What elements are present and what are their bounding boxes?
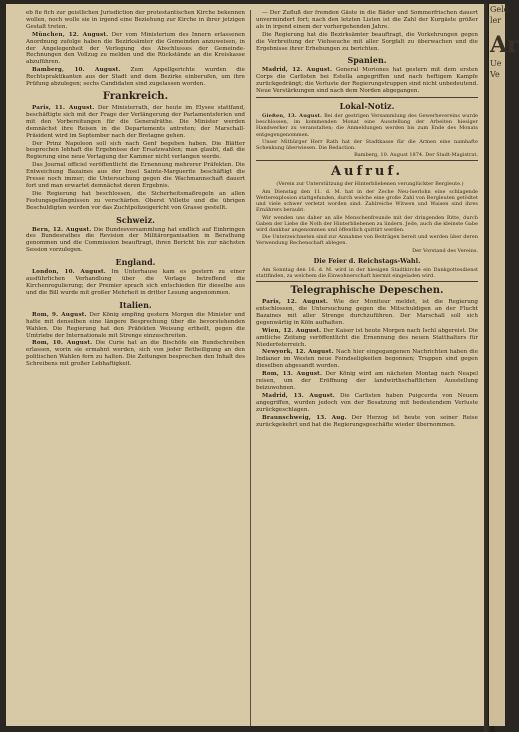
dispatch-paris-date: Paris, 12. August.: [262, 299, 329, 306]
dispatch-newyork-text: Nach hier eingegangenen Nachrichten haben die Indianer im Westen neue Feindseligkeiten begonnen; Truppen sind gegen dieselben abgesandt worden.: [256, 349, 479, 370]
dateline-rome: Rom, 9. August.: [32, 311, 87, 318]
section-heading-france: Frankreich.: [102, 90, 169, 102]
dateline-bamberg: Bamberg, 10. August.: [32, 67, 121, 74]
article-rome-2: [26, 340, 245, 368]
notice-text: Am Sonntag den 16. d. M. wird in der hiesigen Stadtkirche ein Dankgottesdienst stattfinden, zu welchem die Einwohnerschaft hiermit eingeladen wird.: [256, 266, 478, 279]
article-bamberg-text: Zum Appellgerichte wurden die Rechtspraktikanten aus der Stadt und dem Bezirke einberufen, um ihre Prüfung abzulegen; sechs Candidaten sind zugelassen worden.: [26, 67, 245, 88]
dispatch-rome: [256, 371, 478, 392]
article-local-text: Bei der gestrigen Versammlung des Gewerbevereins wurde beschlossen, im kommenden Monat eine Ausstellung der Arbeiten hiesiger Handwerker zu veranstalten; die Anmeldungen werden bis zum Ende des Monats entgegengenommen.: [256, 113, 478, 138]
newspaper-page: [6, 4, 494, 726]
left-column: [26, 10, 245, 726]
dispatch-paris-text: Wie der Moniteur meldet, ist die Regierung entschlossen, die Untersuchung gegen die Mitschuldigen an der Flucht Bazaines mit aller Strenge durchzuführen. Der Marschall soll sich gegenwärtig in Köln aufhalten.: [256, 299, 478, 326]
appeal-paragraph-3: Die Unterzeichneten sind zur Annahme von Beiträgen bereit und werden über deren Verwendung Rechenschaft ablegen.: [256, 234, 478, 247]
article-paris-text: Der Ministerrath, der heute im Elysee stattfand, beschäftigte sich mit der Frage der Verlängerung der Parlamentsferien und mit den Vorbereitungen für die Generalräthe. Die Minister werden demnächst ihre Reisen in die Departements antreten; der Marschall-Präsident wird im September nach der Bretagne gehen.: [26, 104, 246, 139]
sliver-text-1: Geld: [490, 5, 509, 14]
article-munich-text: Der vom Ministerium des Innern erlassenen Anordnung zufolge haben die Bezirksämter die Gemeinden anzuweisen, in der Angelegenheit der Verlegung des Abschlusses der Gemeinde-Rechnungen den Vollzug zu melden und die Rückstände an die Kreiskasse abzuführen.: [26, 31, 245, 66]
dispatch-braunschweig: [256, 415, 478, 429]
article-paris: [26, 105, 245, 140]
dateline-london: London, 10. August.: [32, 269, 106, 276]
article-rome-2-text: Die Curie hat an die Bischöfe ein Rundschreiben erlassen, worin sie ermahnt werden, sich von jeder Betheiligung an den politischen Wahlen fern zu halten. Die Zeitungen besprechen den Inhalt des Schreibens mit großer Lebhaftigkeit.: [26, 340, 245, 368]
section-heading-appeal: Aufruf.: [330, 164, 404, 180]
right-top-paragraph: — Der Zufluß der fremden Gäste in die Bäder und Sommerfrischen dauert unvermindert fort; nach den letzten Listen ist die Zahl der Kurgäste größer als in irgend einem der vorhergehenden Jahre.: [256, 10, 478, 30]
article-munich: [26, 32, 245, 67]
sliver-text-5: Ve: [490, 70, 500, 79]
intro-paragraph: eb fie fich zur geistlichen Jurisdiction der protestantischen Kirche bekennen wollen, noch wolle sie in irgend eine Beziehung zur Kirche in ihrer jetzigen Gestalt treten.: [26, 10, 245, 30]
article-bern: [26, 227, 245, 255]
section-heading-local: Lokal-Notiz.: [339, 101, 395, 112]
article-paris-4: Die Regierung hat beschlossen, die Sicherheitsmaßregeln an allen Festungsgefängnissen zu verschärfen. Oberst Villette und die übrigen Beschuldigten werden vor das Zuchtpolizeigericht von Grasse gestellt.: [26, 190, 245, 211]
article-local: [256, 113, 478, 138]
dispatch-paris: [256, 299, 478, 327]
article-madrid-text: General Moriones hat gestern mit dem ersten Corps die Carlisten bei Estella angegriffen und nach heftigem Kampfe zurückgedrängt; die Verluste der Regierungstruppen sind nicht unbedeutend. Neue Verstärkungen sind nach dem Norden abgegangen.: [256, 67, 478, 95]
appeal-paragraph-1: Am Dienstag den 11. d. M. hat in der Zeche Neu-Iserlohn eine schlagende Wetterexplosion stattgefunden, durch welche eine große Zahl von Bergleuten getödtet und viele schwer verletzt worden sind. Zahlreiche Witwen und Waisen sind ihres Ernährers beraubt.: [256, 188, 478, 214]
dispatch-vienna: [256, 328, 478, 349]
section-heading-italy: Italien.: [119, 299, 152, 310]
section-heading-spain: Spanien.: [347, 55, 387, 66]
dispatch-madrid: [256, 393, 478, 414]
section-heading-switzerland: Schweiz.: [116, 214, 155, 225]
article-local-2: Unser Mitbürger Herr Rath hat der Stadtkasse für die Armen eine namhafte Schenkung überwiesen. Die Redaction.: [256, 138, 478, 152]
appeal-paragraph-2: Wir wenden uns daher an alle Menschenfreunde mit der dringenden Bitte, durch Gaben der Liebe die Noth der Hinterbliebenen zu lindern. Jede, auch die kleinste Gabe wird dankbar angenommen und öffentlich quittirt werden.: [256, 214, 478, 233]
article-rome: [26, 312, 245, 340]
column-divider: [250, 10, 251, 726]
local-signature-place: Bamberg, 10. August 1874.: [354, 152, 424, 159]
dispatch-vienna-text: Der Kaiser ist heute Morgen nach Ischl abgereist. Die amtliche Zeitung veröffentlicht die Ernennung des neuen Statthalters für Niederösterreich.: [256, 327, 479, 348]
dispatch-newyork-date: Newyork, 12. August.: [262, 349, 334, 356]
dispatch-vienna-date: Wien, 12. August.: [262, 327, 322, 334]
article-madrid: [256, 67, 478, 95]
article-bamberg: [26, 67, 245, 88]
dateline-paris: Paris, 11. August.: [32, 104, 95, 111]
sliver-text-3: Ar: [490, 32, 519, 58]
article-london: [26, 269, 245, 297]
sliver-text-2: ler: [490, 16, 502, 25]
appeal-signature: Der Vorstand des Vereins.: [412, 247, 478, 254]
local-signature: [256, 152, 478, 158]
adjacent-page-sliver: [488, 4, 519, 726]
dateline-rome-2: Rom, 10. August.: [32, 340, 93, 347]
dateline-munich: München, 12. August.: [32, 31, 109, 38]
dispatch-braunschweig-date: Braunschweig, 13. Aug.: [262, 414, 347, 421]
dispatch-newyork: [256, 349, 478, 370]
article-paris-2: Der Prinz Napoleon soll sich nach Genf begeben haben. Die Blätter besprechen lebhaft die Ergebnisse der Ersatzwahlen; man glaubt, daß die Regierung eine neue Vertagung der Kammer nicht verlangen werde.: [26, 140, 245, 161]
notice-heading: Die Feier d. Reichstags-Wahl.: [313, 256, 421, 265]
article-rome-text: Der König empfing gestern Morgen die Minister und hatte mit denselben eine längere Besprechung über die bevorstehenden Wahlen. Die Regierung hat den Präfekten Weisung ertheilt, gegen die Umtriebe der Internationale mit Strenge einzuschreiten.: [26, 311, 245, 339]
dispatch-rome-text: Der König wird am nächsten Montag nach Neapel reisen, um der Eröffnung der landwirthschaftlichen Ausstellung beizuwohnen.: [256, 371, 479, 391]
dateline-madrid: Madrid, 12. August.: [262, 67, 333, 74]
article-paris-3: Das Journal officiel veröffentlicht die Ernennung mehrerer Präfekten. Die Entweichung Bazaines aus der Insel Sainte-Marguerite beschäftigt die Presse noch immer; die Untersuchung gegen die Wachmannschaft dauert fort und man erwartet demnächst deren Ergebnis.: [26, 162, 245, 189]
section-heading-england: England.: [115, 257, 156, 268]
dateline-bern: Bern, 12. August.: [32, 226, 92, 233]
right-column: [256, 10, 478, 726]
dispatch-rome-date: Rom, 13. August.: [262, 371, 323, 378]
dispatch-madrid-text: Die Carlisten haben Puigcerda von Neuem angegriffen, wurden jedoch von der Besatzung mit bedeutendem Verluste zurückgeschlagen.: [256, 392, 478, 413]
dispatch-braunschweig-text: Der Herzog ist heute von seiner Reise zurückgekehrt und hat die Regierungsgeschäfte wieder übernommen.: [256, 414, 478, 428]
sliver-text-4: Ue: [490, 59, 502, 68]
divider-rule-3: [256, 281, 478, 282]
article-bern-text: Die Bundesversammlung hat endlich auf Einbringen des Bundesrathes die Revision der Militärorganisation in Berathung genommen und die Commission beauftragt, ihren Bericht bis zur nächsten Session vorzulegen.: [26, 226, 246, 254]
right-top-paragraph-2: Die Regierung hat die Bezirksämter beauftragt, die Vorkehrungen gegen die Verbreitung der Viehseuche mit aller Sorgfalt zu überwachen und die Ergebnisse ihrer Erhebungen zu berichten.: [256, 31, 478, 52]
appeal-subtitle: (Verein zur Unterstützung der Hinterbliebenen verunglückter Bergleute.): [276, 181, 464, 188]
article-london-text: Im Unterhause kam es gestern zu einer ausführlichen Verhandlung über die Vorlage betreffend die Kirchenregulierung; der Premier sprach sich entschieden für dieselbe aus und die Bill wurde mit großer Mehrheit in dritter Lesung angenommen.: [26, 269, 245, 296]
local-signature-body: Der Stadt-Magistrat.: [425, 152, 478, 159]
divider-rule-2: [256, 160, 478, 161]
dispatch-madrid-date: Madrid, 13. August.: [262, 392, 335, 399]
section-heading-telegraph: Telegraphische Depeschen.: [290, 285, 444, 297]
divider-rule: [256, 97, 478, 98]
dateline-local: Gießen, 13. August.: [262, 113, 323, 120]
